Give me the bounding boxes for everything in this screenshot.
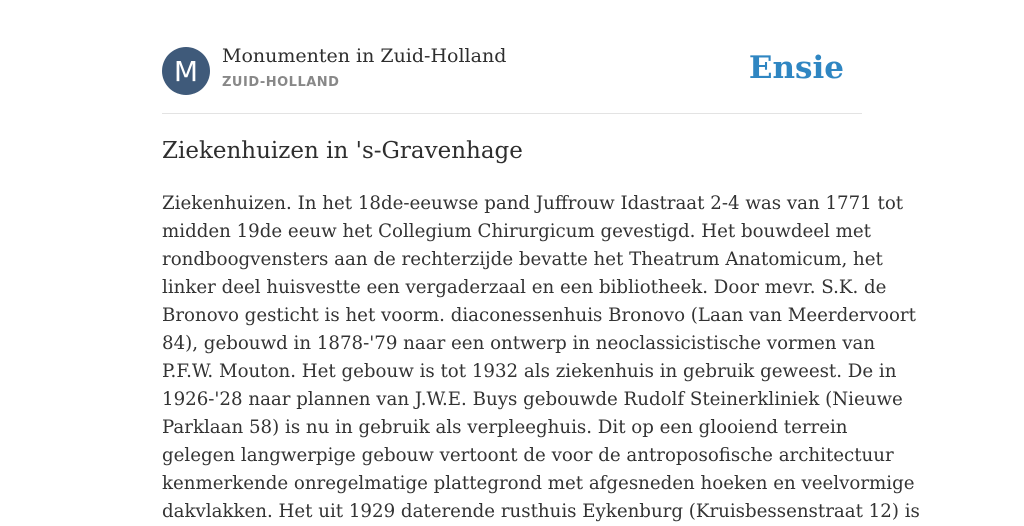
- body-line: P.F.W. Mouton. Het gebouw is tot 1932 als ziekenhuis in gebruik geweest. De in: [162, 361, 897, 382]
- article-title: Ziekenhuizen in 's-Gravenhage: [162, 138, 523, 164]
- body-line: Bronovo gesticht is het voorm. diaconessenhuis Bronovo (Laan van Meerdervoort: [162, 305, 916, 326]
- source-title[interactable]: Monumenten in Zuid-Holland: [222, 45, 507, 67]
- body-line: rondboogvensters aan de rechterzijde bevatte het Theatrum Anatomicum, het: [162, 249, 883, 270]
- header: [162, 0, 862, 114]
- body-line: Ziekenhuizen. In het 18de-eeuwse pand Juffrouw Idastraat 2-4 was van 1771 tot: [162, 193, 904, 214]
- source-subtitle: ZUID-HOLLAND: [222, 75, 340, 90]
- body-line: 84), gebouwd in 1878-'79 naar een ontwerp in neoclassicistische vormen van: [162, 333, 876, 354]
- body-line: gelegen langwerpige gebouw vertoont de voor de antroposofische architectuur: [162, 445, 894, 466]
- avatar[interactable]: M: [162, 47, 210, 95]
- body-line: dakvlakken. Het uit 1929 daterende rusthuis Eykenburg (Kruisbessenstraat 12) is: [162, 501, 920, 522]
- body-line: 1926-'28 naar plannen van J.W.E. Buys gebouwde Rudolf Steinerkliniek (Nieuwe: [162, 389, 903, 410]
- body-line: midden 19de eeuw het Collegium Chirurgicum gevestigd. Het bouwdeel met: [162, 221, 871, 242]
- body-line: Parklaan 58) is nu in gebruik als verpleeghuis. Dit op een glooiend terrein: [162, 417, 848, 438]
- body-line: linker deel huisvestte een vergaderzaal en een bibliotheek. Door mevr. S.K. de: [162, 277, 887, 298]
- body-line: kenmerkende onregelmatige plattegrond met afgesneden hoeken en veelvormige: [162, 473, 915, 494]
- article-body: [162, 190, 920, 526]
- brand-logo[interactable]: Ensie: [748, 50, 844, 86]
- page-container: [162, 0, 920, 522]
